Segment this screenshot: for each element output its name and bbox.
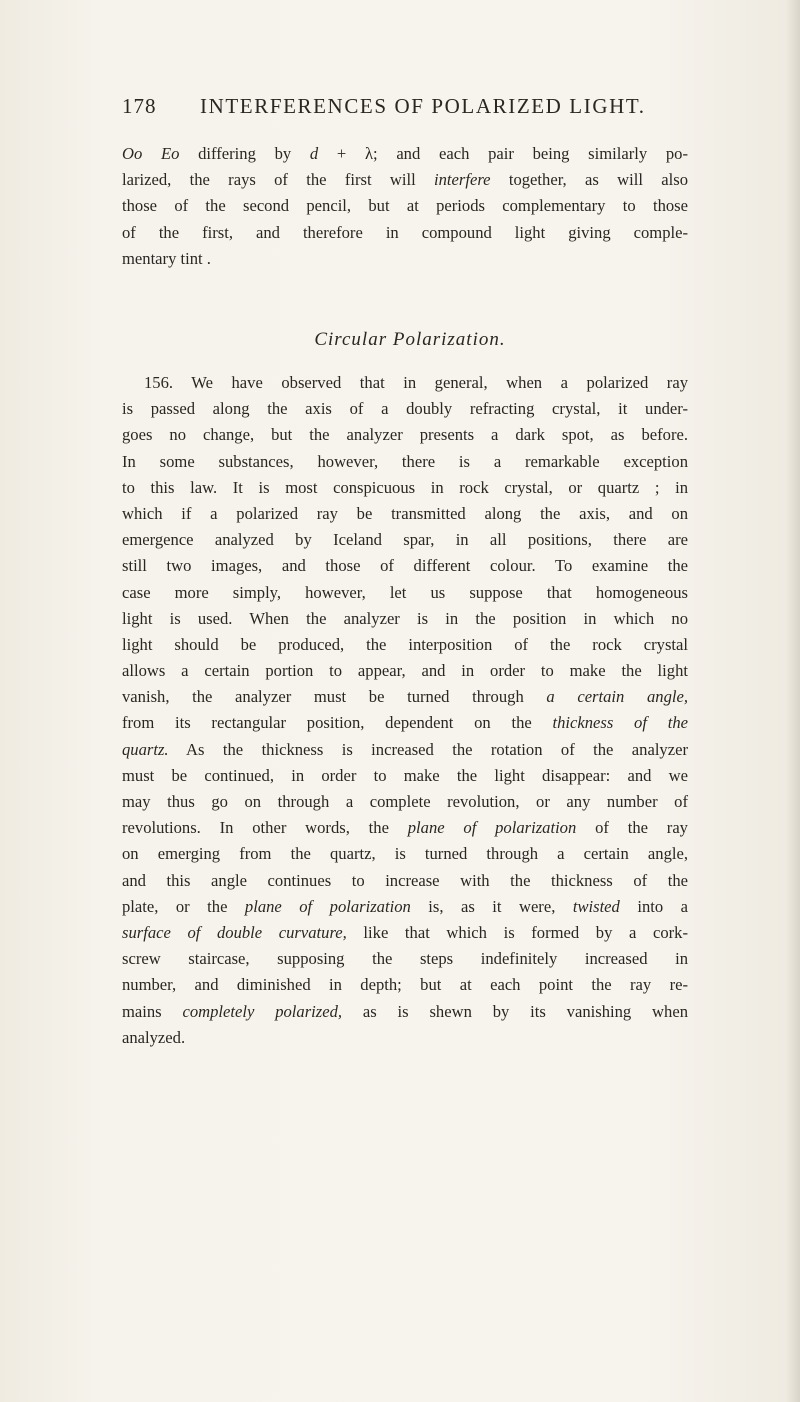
text-line: light should be produced, the interposition of the rock crystal xyxy=(122,634,688,654)
italic-term: quartz. xyxy=(122,739,169,759)
text-line: and this angle continues to increase with the thickness of the xyxy=(122,870,688,890)
text-line: to this law. It is most conspicuous in rock crystal, or quartz ; in xyxy=(122,477,688,497)
text-line: analyzed. xyxy=(122,1027,186,1047)
italic-term: Oo Eo xyxy=(122,144,180,163)
text-line: of the first, and therefore in compound light giving comple- xyxy=(122,222,688,242)
text-line: which if a polarized ray be transmitted along the axis, and on xyxy=(122,503,688,523)
page-number: 178 xyxy=(122,94,157,118)
text-run: together, as will also xyxy=(490,170,689,190)
page-edge-shadow xyxy=(786,0,800,1402)
text-run: revolutions. In other words, the xyxy=(122,818,408,838)
italic-term: twisted xyxy=(572,896,620,916)
italic-term: plane of polarization xyxy=(407,818,577,838)
text-run: vanish, the analyzer must be turned through xyxy=(122,687,547,707)
text-line: 156. We have observed that in general, when a polarized ray xyxy=(144,373,688,392)
text-line xyxy=(122,684,688,710)
text-line: mentary tint . xyxy=(122,248,211,268)
text-run: larized, the rays of the first will xyxy=(122,170,435,190)
text-line: In some substances, however, there is a remarkable exception xyxy=(122,451,688,471)
section-heading xyxy=(0,329,800,351)
text-line xyxy=(122,894,688,920)
italic-term: d xyxy=(309,144,319,163)
text-run: of the ray xyxy=(576,818,688,838)
text-line: still two images, and those of different colour. To examine the xyxy=(122,556,688,576)
section-heading-text: Circular Polarization. xyxy=(314,329,506,350)
text-line: emergence analyzed by Iceland spar, in all positions, there are xyxy=(122,530,688,550)
text-run: differing by xyxy=(179,144,310,163)
text-run: mains xyxy=(122,1001,183,1021)
text-line xyxy=(122,710,688,736)
running-header xyxy=(122,94,692,124)
text-line: those of the second pencil, but at periods complementary to those xyxy=(122,196,688,216)
text-line: case more simply, however, let us suppose that homogeneous xyxy=(122,582,688,602)
text-line xyxy=(122,737,688,763)
running-title: INTERFERENCES OF POLARIZED LIGHT. xyxy=(200,94,646,118)
italic-term: plane of polarization xyxy=(244,896,411,916)
text-line xyxy=(122,167,688,193)
text-line: light is used. When the analyzer is in the position in which no xyxy=(122,608,688,628)
text-line: must be continued, in order to make the light disappear: and we xyxy=(122,765,688,785)
text-line xyxy=(122,815,688,841)
italic-term: completely polarized, xyxy=(182,1001,343,1021)
text-line xyxy=(122,141,688,167)
text-run: from its rectangular position, dependent on the xyxy=(122,713,553,733)
text-line: screw staircase, supposing the steps indefinitely increased in xyxy=(122,949,688,969)
paragraph-interference xyxy=(122,141,688,272)
text-run: plate, or the xyxy=(122,896,245,916)
text-line: allows a certain portion to appear, and in order to make the light xyxy=(122,661,688,681)
paragraph-circular-polarization xyxy=(122,370,688,1051)
text-line xyxy=(122,999,688,1025)
italic-term: a certain angle, xyxy=(546,687,688,707)
italic-term: surface of double curvature, xyxy=(122,922,347,942)
text-run: is, as it were, xyxy=(410,896,573,916)
text-line: on emerging from the quartz, is turned through a certain angle, xyxy=(122,844,688,864)
italic-term: thickness of the xyxy=(552,713,688,733)
italic-term: interfere xyxy=(434,170,491,190)
text-line xyxy=(122,920,688,946)
text-run: like that which is formed by a cork- xyxy=(346,922,688,942)
text-line: goes no change, but the analyzer presents a dark spot, as before. xyxy=(122,425,688,445)
text-run: + λ; and each pair being similarly po- xyxy=(318,144,688,163)
text-line: may thus go on through a complete revolution, or any number of xyxy=(122,792,688,811)
text-line: is passed along the axis of a doubly refracting crystal, it under- xyxy=(122,399,688,419)
text-line: number, and diminished in depth; but at each point the ray re- xyxy=(122,975,688,995)
text-run: as is shewn by its vanishing when xyxy=(342,1001,688,1021)
text-run: As the thickness is increased the rotation of the analyzer xyxy=(168,739,688,759)
text-run: into a xyxy=(619,896,688,916)
